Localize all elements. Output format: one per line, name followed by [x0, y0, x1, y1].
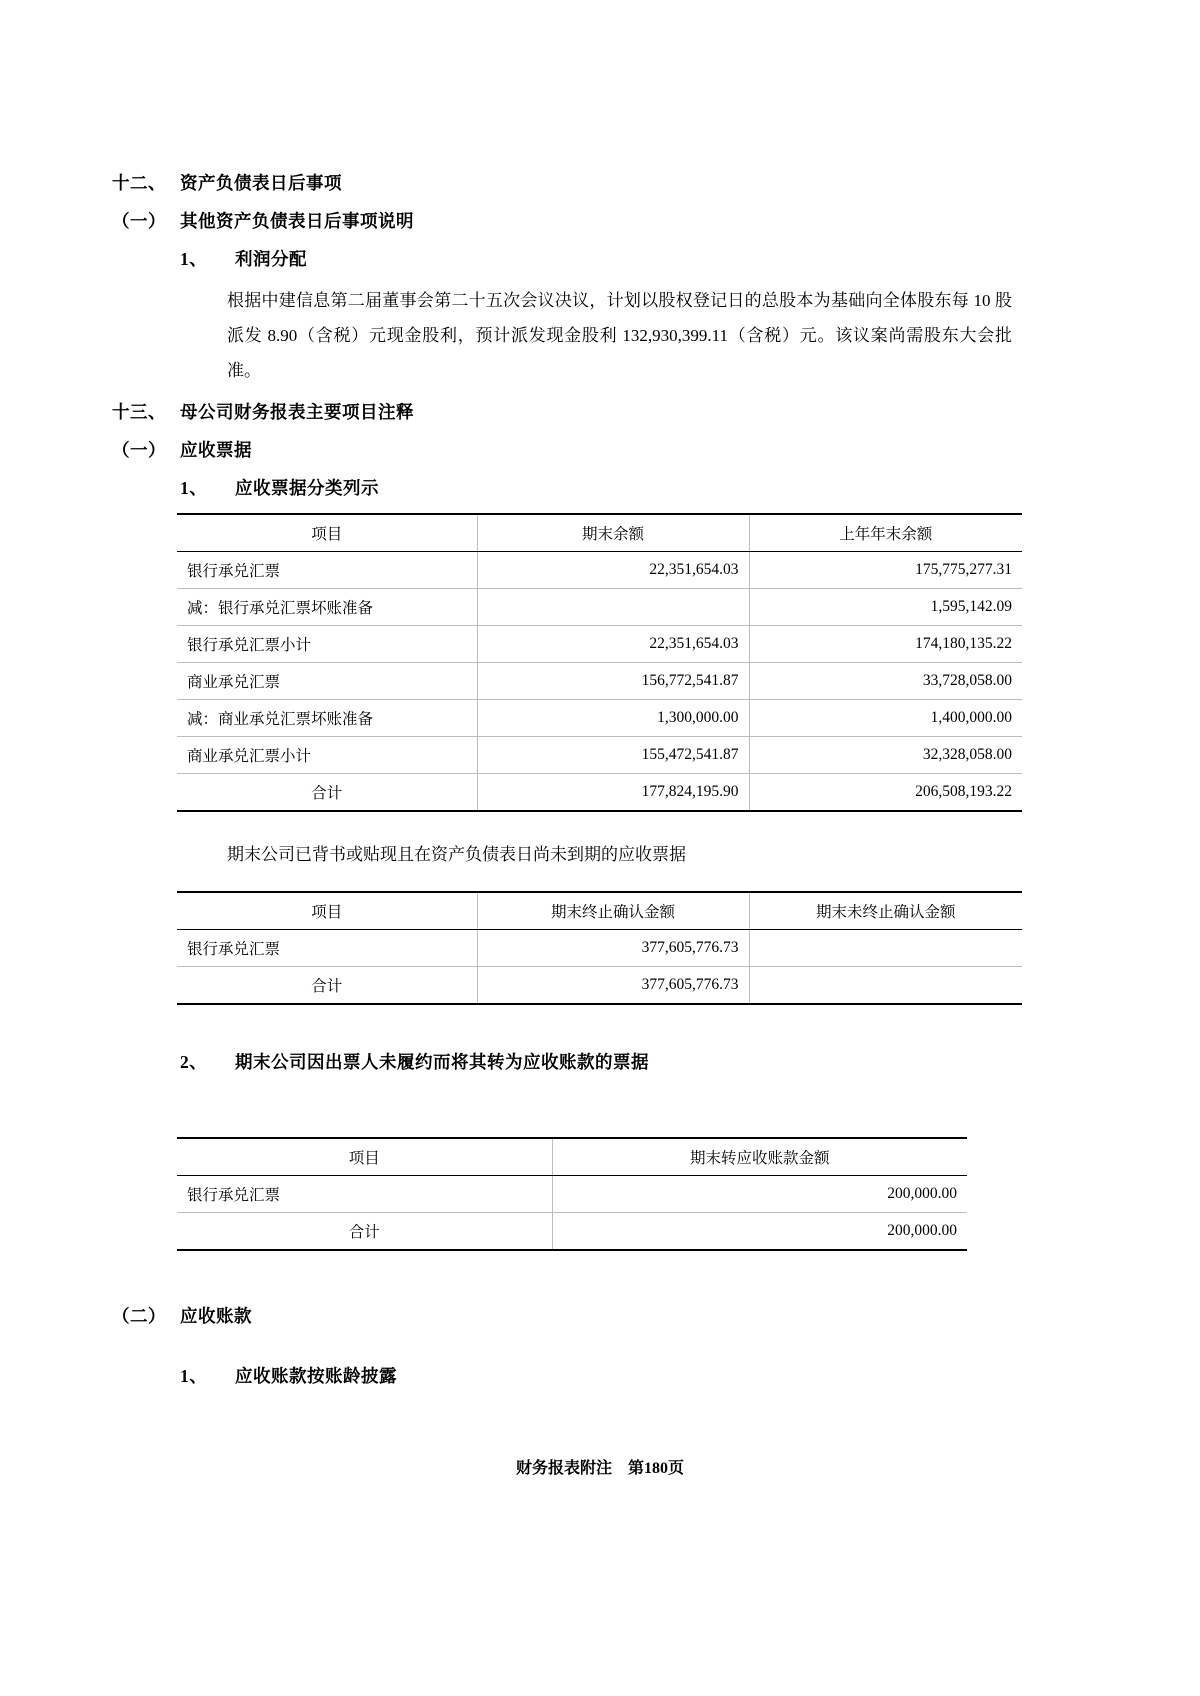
- heading-number: 十二、: [112, 173, 166, 193]
- row-value-derecognized-total: 377,605,776.73: [477, 966, 749, 1004]
- table-row: [177, 1175, 967, 1212]
- table-total-row: [177, 773, 1022, 811]
- row-label: 银行承兑汇票: [177, 929, 477, 966]
- row-label-total: 合计: [177, 966, 477, 1004]
- page-footer: [0, 1455, 1200, 1478]
- heading-number: 1、: [180, 1365, 208, 1386]
- heading-number: 十三、: [112, 401, 166, 422]
- heading-title: 利润分配: [235, 249, 307, 269]
- row-value-ending: 22,351,654.03: [477, 625, 749, 662]
- table-header-row: [177, 1138, 967, 1176]
- row-value-transferred: 200,000.00: [552, 1175, 967, 1212]
- row-label-total: 合计: [177, 1212, 552, 1250]
- heading-subsection-1: [112, 208, 1012, 233]
- heading-section-12: [112, 170, 1012, 195]
- row-label: 银行承兑汇票: [177, 551, 477, 588]
- row-value-ending: 1,300,000.00: [477, 699, 749, 736]
- table-endorsed-discounted-notes: [177, 891, 1022, 1005]
- column-header-derecognized: 期末终止确认金额: [477, 892, 749, 930]
- row-label: 商业承兑汇票: [177, 662, 477, 699]
- row-value-ending: 22,351,654.03: [477, 551, 749, 588]
- table-defaulted-notes-transferred: [177, 1137, 967, 1251]
- footer-label: 财务报表附注: [515, 1460, 612, 1477]
- table-row: [177, 662, 1022, 699]
- column-header-item: 项目: [177, 1138, 552, 1176]
- row-value-prior: 174,180,135.22: [749, 625, 1022, 662]
- row-value-prior: 175,775,277.31: [749, 551, 1022, 588]
- note-endorsed-discounted: 期末公司已背书或贴现且在资产负债表日尚未到期的应收票据: [227, 844, 686, 864]
- row-value-ending: 155,472,541.87: [477, 736, 749, 773]
- table-total-row: [177, 1212, 967, 1250]
- page-content: [112, 170, 1012, 1401]
- heading-number: （一）: [112, 439, 166, 460]
- column-header-not-derecognized: 期末未终止确认金额: [749, 892, 1022, 930]
- column-header-prior-balance: 上年年末余额: [749, 514, 1022, 552]
- heading-title: 应收账款: [180, 1305, 252, 1326]
- heading-item-defaulted-notes: [112, 1049, 1012, 1074]
- row-value-prior: 1,595,142.09: [749, 588, 1022, 625]
- column-header-transferred-amount: 期末转应收账款金额: [552, 1138, 967, 1176]
- heading-section-13: [112, 399, 1012, 424]
- table-row: [177, 551, 1022, 588]
- row-value-prior-total: 206,508,193.22: [749, 773, 1022, 811]
- row-value-prior: 32,328,058.00: [749, 736, 1022, 773]
- row-value-derecognized: 377,605,776.73: [477, 929, 749, 966]
- table-row: [177, 736, 1022, 773]
- heading-title: 应收票据: [180, 439, 252, 460]
- heading-number: （二）: [112, 1305, 166, 1326]
- heading-number: 1、: [180, 477, 208, 498]
- heading-number: 2、: [180, 1051, 208, 1072]
- row-value-ending-total: 177,824,195.90: [477, 773, 749, 811]
- table-header-row: [177, 514, 1022, 552]
- heading-title: 资产负债表日后事项: [180, 173, 342, 193]
- heading-item-aging-disclosure: [112, 1363, 1012, 1388]
- heading-item-notes-classification: [112, 475, 1012, 500]
- row-label-total: 合计: [177, 773, 477, 811]
- row-value-prior: 33,728,058.00: [749, 662, 1022, 699]
- table-row: [177, 588, 1022, 625]
- heading-subsection-notes-receivable: [112, 437, 1012, 462]
- table-row: [177, 929, 1022, 966]
- heading-title: 期末公司因出票人未履约而将其转为应收账款的票据: [235, 1051, 649, 1072]
- heading-title: 应收票据分类列示: [235, 477, 379, 498]
- table-total-row: [177, 966, 1022, 1004]
- heading-title: 应收账款按账龄披露: [235, 1365, 397, 1386]
- table-notes-receivable-classification: [177, 513, 1022, 812]
- row-label: 商业承兑汇票小计: [177, 736, 477, 773]
- row-value-transferred-total: 200,000.00: [552, 1212, 967, 1250]
- row-label: 银行承兑汇票: [177, 1175, 552, 1212]
- heading-number: （一）: [112, 211, 166, 231]
- footer-page-number: 第180页: [628, 1460, 685, 1477]
- column-header-item: 项目: [177, 892, 477, 930]
- table-header-row: [177, 892, 1022, 930]
- heading-number: 1、: [180, 249, 208, 269]
- row-value-ending: [477, 588, 749, 625]
- heading-title: 其他资产负债表日后事项说明: [180, 211, 414, 231]
- row-value-not-derecognized-total: [749, 966, 1022, 1004]
- heading-title: 母公司财务报表主要项目注释: [180, 401, 414, 422]
- row-label: 银行承兑汇票小计: [177, 625, 477, 662]
- row-value-ending: 156,772,541.87: [477, 662, 749, 699]
- heading-item-1: [112, 246, 1012, 271]
- table-row: [177, 699, 1022, 736]
- row-label: 减：银行承兑汇票坏账准备: [177, 588, 477, 625]
- row-value-not-derecognized: [749, 929, 1022, 966]
- row-value-prior: 1,400,000.00: [749, 699, 1022, 736]
- column-header-item: 项目: [177, 514, 477, 552]
- row-label: 减：商业承兑汇票坏账准备: [177, 699, 477, 736]
- column-header-ending-balance: 期末余额: [477, 514, 749, 552]
- table-row: [177, 625, 1022, 662]
- paragraph-profit-distribution: 根据中建信息第二届董事会第二十五次会议决议，计划以股权登记日的总股本为基础向全体股东每 10 股派发 8.90（含税）元现金股利，预计派发现金股利 132,930,399.11（含税）元。该议案尚需股东大会批准。: [227, 291, 1012, 380]
- heading-subsection-accounts-receivable: [112, 1303, 1012, 1328]
